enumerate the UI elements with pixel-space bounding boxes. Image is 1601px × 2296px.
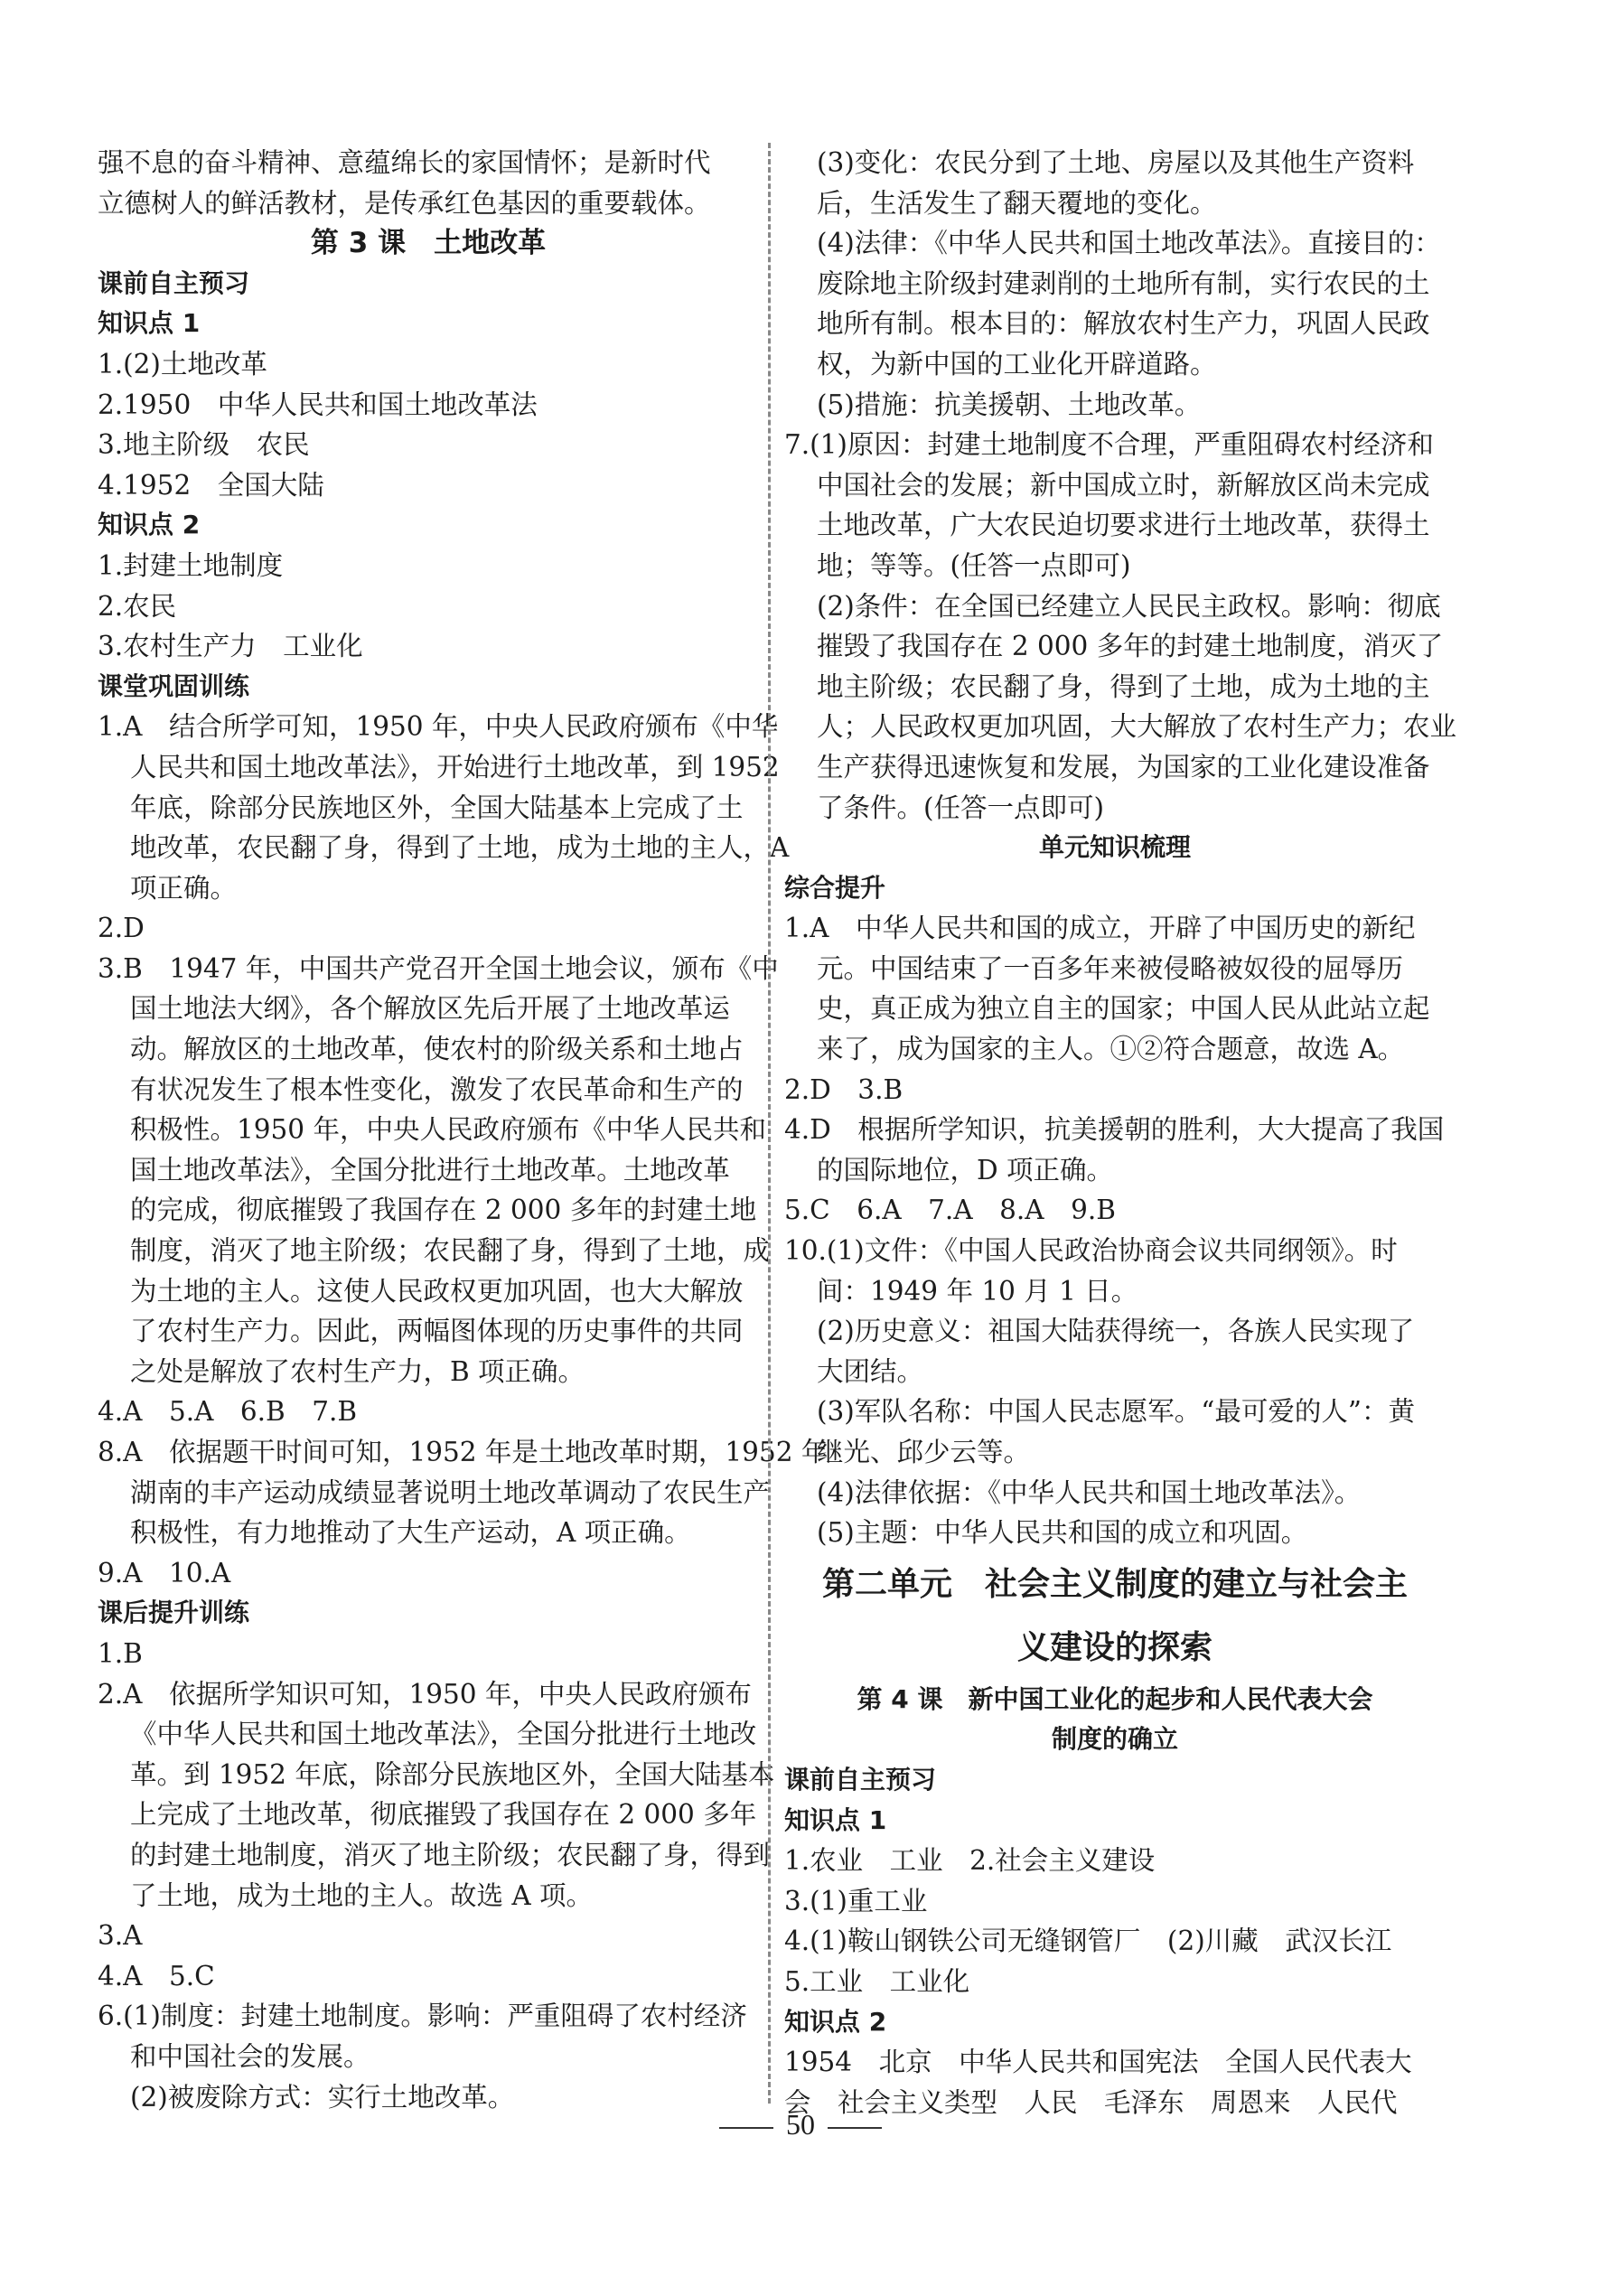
text-line-indented: (3)变化：农民分到了土地、房屋以及其他生产资料: [817, 147, 1415, 178]
text-line-indented: 制度，消灭了地主阶级；农民翻了身，得到了土地，成: [130, 1235, 771, 1267]
text-line-indented: 摧毁了我国存在 2 000 多年的封建土地制度，消灭了: [817, 631, 1444, 662]
text-line-indented: (2)条件：在全国已经建立人民民主政权。影响：彻底: [817, 590, 1441, 622]
text-line-indented: 权，为新中国的工业化开辟道路。: [817, 348, 1217, 380]
text-line-indented: 的封建土地制度，消灭了地主阶级；农民翻了身，得到: [130, 1839, 771, 1870]
section-heading: 知识点 1: [784, 1804, 887, 1835]
text-line-indented: 间：1949 年 10 月 1 日。: [817, 1275, 1138, 1307]
text-line: 1.(2)土地改革: [98, 348, 267, 380]
text-line: 立德树人的鲜活教材，是传承红色基因的重要载体。: [98, 187, 711, 219]
text-line-indented: 地所有制。根本目的：解放农村生产力，巩固人民政: [817, 308, 1430, 340]
text-line: 3.农村生产力 工业化: [98, 631, 363, 662]
text-line-indented: 史，真正成为独立自主的国家；中国人民从此站立起: [817, 993, 1430, 1025]
text-line: 10.(1)文件：《中国人民政治协商会议共同纲领》。时: [784, 1235, 1398, 1267]
page-number-dash-left: [719, 2127, 773, 2129]
section-heading: 综合提升: [784, 872, 886, 903]
text-line-indented: 年底，除部分民族地区外，全国大陆基本上完成了土: [130, 792, 744, 823]
section-heading: 知识点 1: [98, 308, 201, 339]
text-line: 4.D 根据所学知识，抗美援朝的胜利，大大提高了我国: [784, 1114, 1445, 1146]
text-line-indented: 积极性。1950 年，中央人民政府颁布《中华人民共和: [130, 1114, 766, 1146]
text-line: 5.工业 工业化: [784, 1965, 970, 1997]
section-heading: 课前自主预习: [784, 1764, 937, 1795]
text-line-indented: 继光、邱少云等。: [817, 1437, 1031, 1467]
section-subtitle: 单元知识梳理: [1038, 832, 1191, 863]
text-line-indented: 《中华人民共和国土地改革法》，全国分批进行土地改: [130, 1719, 757, 1750]
text-line: 会 社会主义类型 人民 毛泽东 周恩来 人民代: [784, 2086, 1398, 2118]
text-line-indented: (4)法律：《中华人民共和国土地改革法》。直接目的：: [817, 228, 1441, 259]
text-line-indented: 废除地主阶级封建剥削的土地所有制，实行农民的土: [817, 267, 1430, 299]
text-line-indented: 了土地，成为土地的主人。故选 A 项。: [130, 1879, 594, 1911]
section-heading: 知识点 2: [784, 2006, 887, 2037]
text-line: 2.农民: [98, 590, 177, 622]
right-column: [784, 143, 1457, 2123]
section-heading: 课后提升训练: [98, 1598, 250, 1628]
text-line: 3.B 1947 年，中国共产党召开全国土地会议，颁布《中: [98, 952, 779, 984]
section-heading: 课堂巩固训练: [98, 670, 250, 701]
text-line: 1.B: [98, 1637, 143, 1669]
text-line: 强不息的奋斗精神、意蕴绵长的家国情怀；是新时代: [98, 147, 711, 178]
text-line-indented: (5)主题：中华人民共和国的成立和巩固。: [817, 1517, 1308, 1549]
text-line-indented: 地改革，农民翻了身，得到了土地，成为土地的主人，A: [130, 832, 790, 864]
text-line-indented: 地主阶级；农民翻了身，得到了土地，成为土地的主: [817, 670, 1430, 702]
text-line: 3.(1)重工业: [784, 1885, 928, 1916]
page-number-dash-right: [828, 2127, 882, 2129]
text-line-indented: 的完成，彻底摧毁了我国存在 2 000 多年的封建土地: [130, 1195, 757, 1226]
text-line: 1.A 中华人民共和国的成立，开辟了中国历史的新纪: [784, 913, 1416, 944]
text-line-indented: 中国社会的发展；新中国成立时，新解放区尚未完成: [817, 469, 1430, 501]
text-line: 1.封建土地制度: [98, 549, 284, 581]
section-subtitle: 制度的确立: [1051, 1724, 1178, 1755]
text-line: 2.D 3.B: [784, 1073, 903, 1105]
column-divider: [768, 143, 771, 2104]
text-line-indented: 生产获得迅速恢复和发展，为国家的工业化建设准备: [817, 751, 1430, 783]
text-line: 2.A 依据所学知识可知，1950 年，中央人民政府颁布: [98, 1678, 752, 1710]
text-line-indented: 动。解放区的土地改革，使农村的阶级关系和土地占: [130, 1034, 744, 1065]
text-line-indented: (4)法律依据：《中华人民共和国土地改革法》。: [817, 1476, 1362, 1508]
text-line-indented: 国土地法大纲》，各个解放区先后开展了土地改革运: [130, 993, 730, 1025]
text-line: 5.C 6.A 7.A 8.A 9.B: [784, 1195, 1116, 1226]
text-line-indented: 的国际地位，D 项正确。: [817, 1154, 1114, 1185]
left-column: [98, 143, 829, 2117]
text-line: 7.(1)原因：封建土地制度不合理，严重阻碍农村经济和: [784, 429, 1434, 461]
text-line: 2.D: [98, 913, 145, 944]
text-line: 4.1952 全国大陆: [98, 469, 324, 501]
text-line-indented: 来了，成为国家的主人。①②符合题意，故选 A。: [817, 1034, 1405, 1065]
page-number: [0, 2108, 1601, 2141]
text-line-indented: 项正确。: [130, 872, 238, 904]
lesson-title: 第 3 课 土地改革: [310, 227, 547, 260]
text-line: 3.地主阶级 农民: [98, 429, 310, 461]
text-line-indented: (5)措施：抗美援朝、土地改革。: [817, 389, 1202, 420]
text-line-indented: 地；等等。(任答一点即可): [817, 549, 1131, 581]
text-line-indented: (2)历史意义：祖国大陆获得统一，各族人民实现了: [817, 1316, 1415, 1347]
section-heading: 知识点 2: [98, 510, 201, 540]
text-line: 1.农业 工业 2.社会主义建设: [784, 1845, 1156, 1877]
page-number-text: 50: [786, 2108, 815, 2141]
text-line-indented: 了条件。(任答一点即可): [817, 792, 1105, 823]
text-line: 4.(1)鞍山钢铁公司无缝钢管厂 (2)川藏 武汉长江: [784, 1926, 1392, 1957]
text-line: 6.(1)制度：封建土地制度。影响：严重阻碍了农村经济: [98, 2001, 747, 2032]
text-line-indented: 人民共和国土地改革法》，开始进行土地改革，到 1952: [130, 751, 780, 783]
text-line: 3.A: [98, 1920, 143, 1952]
text-line-indented: 之处是解放了农村生产力，B 项正确。: [130, 1355, 585, 1387]
text-line-indented: 土地改革，广大农民迫切要求进行土地改革，获得土: [817, 510, 1430, 541]
text-line-indented: 了农村生产力。因此，两幅图体现的历史事件的共同: [130, 1316, 744, 1347]
text-line-indented: 后，生活发生了翻天覆地的变化。: [817, 187, 1217, 219]
text-line: 9.A 10.A: [98, 1557, 231, 1588]
text-line-indented: (3)军队名称：中国人民志愿军。“最可爱的人”：黄: [817, 1396, 1415, 1428]
text-line: 1.A 结合所学可知，1950 年，中央人民政府颁布《中华: [98, 711, 779, 743]
text-line-indented: 有状况发生了根本性变化，激发了农民革命和生产的: [130, 1073, 744, 1105]
text-line-indented: 湖南的丰产运动成绩显著说明土地改革调动了农民生产: [130, 1476, 771, 1508]
section-heading: 课前自主预习: [98, 267, 250, 298]
text-line-indented: 上完成了土地改革，彻底摧毁了我国存在 2 000 多年: [130, 1799, 757, 1831]
text-line-indented: 积极性，有力地推动了大生产运动，A 项正确。: [130, 1517, 691, 1549]
text-line: 1954 北京 中华人民共和国宪法 全国人民代表大: [784, 2047, 1412, 2078]
text-line-indented: 和中国社会的发展。: [130, 2040, 370, 2072]
text-line-indented: 大团结。: [817, 1355, 924, 1387]
text-line: 4.A 5.C: [98, 1960, 215, 1991]
text-line: 4.A 5.A 6.B 7.B: [98, 1396, 358, 1428]
text-line-indented: 为土地的主人。这使人民政权更加巩固，也大大解放: [130, 1275, 744, 1307]
text-line: 2.1950 中华人民共和国土地改革法: [98, 389, 538, 420]
text-line-indented: 人；人民政权更加巩固，大大解放了农村生产力；农业: [817, 711, 1457, 743]
unit-title: 第二单元 社会主义制度的建立与社会主: [821, 1565, 1408, 1603]
text-line-indented: (2)被废除方式：实行土地改革。: [130, 2081, 515, 2113]
text-line-indented: 元。中国结束了一百多年来被侵略被奴役的屈辱历: [817, 952, 1404, 984]
text-line-indented: 国土地改革法》，全国分批进行土地改革。土地改革: [130, 1154, 730, 1185]
section-subtitle: 第 4 课 新中国工业化的起步和人民代表大会: [857, 1683, 1373, 1714]
text-line: 8.A 依据题干时间可知，1952 年是土地改革时期，1952 年: [98, 1437, 829, 1467]
text-line-indented: 革。到 1952 年底，除部分民族地区外，全国大陆基本: [130, 1758, 775, 1790]
unit-title: 义建设的探索: [1016, 1628, 1212, 1666]
